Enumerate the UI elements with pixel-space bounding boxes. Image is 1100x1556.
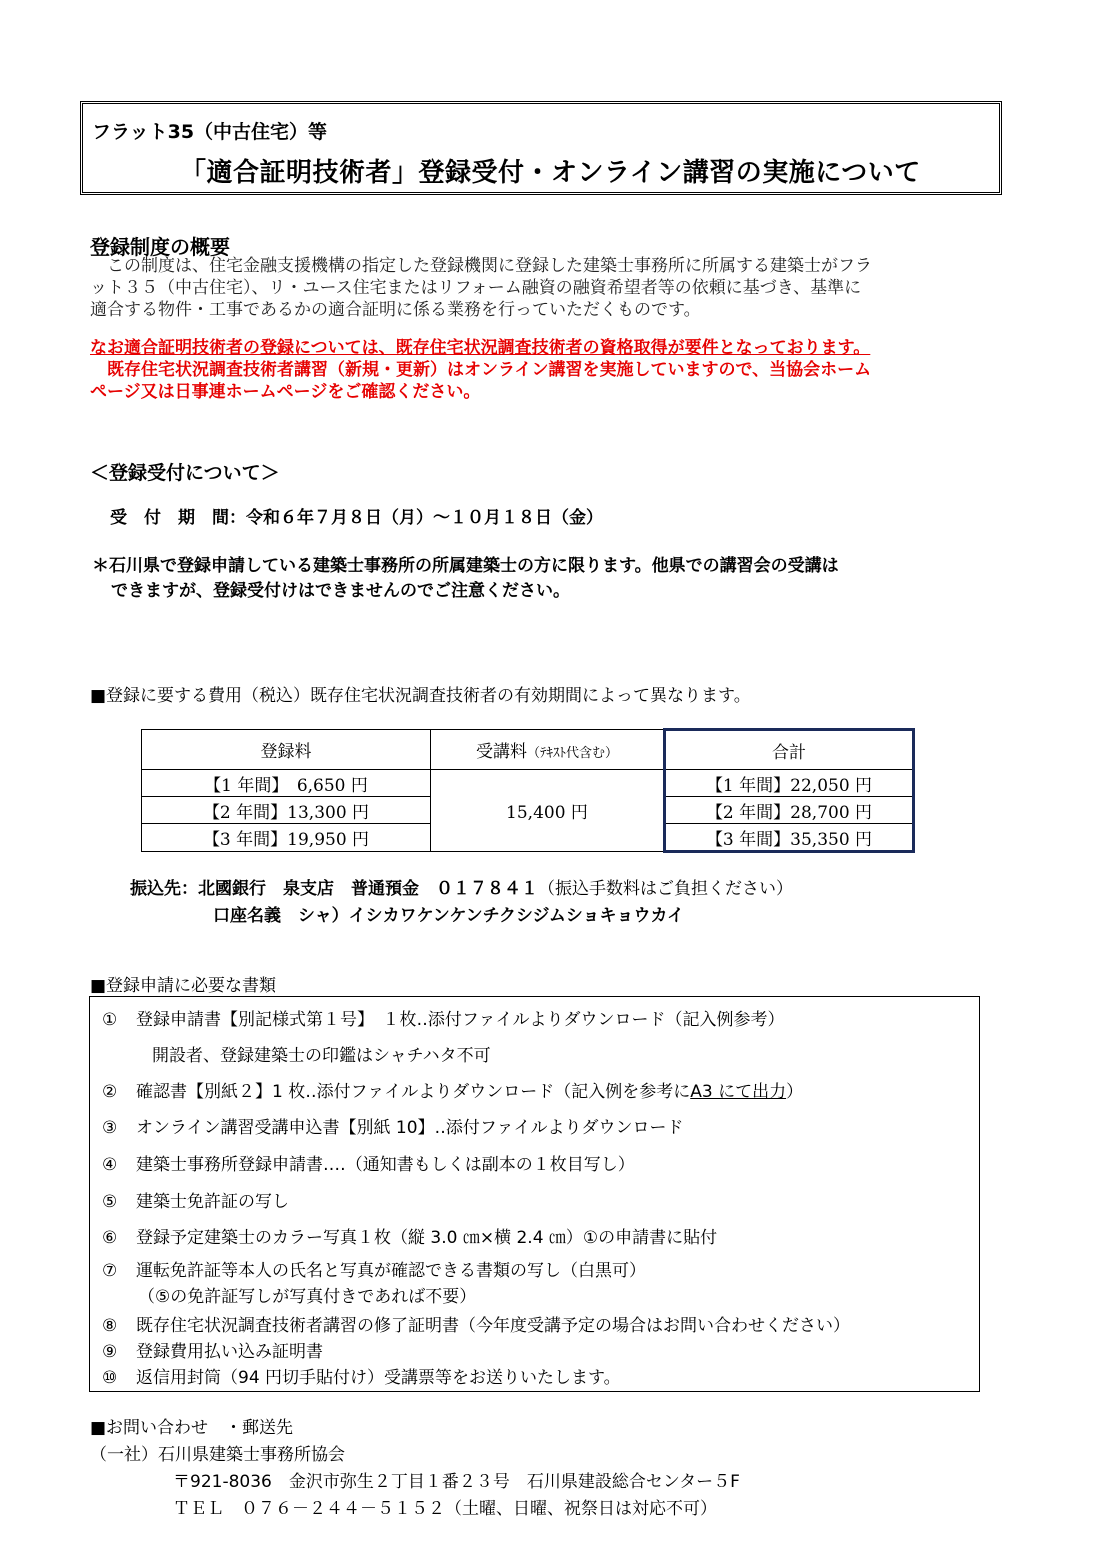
list-item bbox=[102, 1077, 803, 1102]
total-fee-3yr: 【3 年間】35,350 円 bbox=[665, 824, 914, 852]
item-text: 既存住宅状況調査技術者講習の修了証明書（今年度受講予定の場合はお問い合わせください） bbox=[136, 1316, 850, 1336]
overview-heading: 登録制度の概要 bbox=[90, 235, 230, 259]
fee-table bbox=[141, 728, 915, 853]
item-number: ⑤ bbox=[102, 1192, 118, 1212]
list-item bbox=[102, 1337, 323, 1362]
contact-tel: ＴＥＬ ０７６－２４４－５１５２（土曜、日曜、祝祭日は対応不可） bbox=[173, 1499, 717, 1519]
col-course-fee bbox=[431, 730, 665, 770]
list-item bbox=[102, 1150, 635, 1175]
item-number: ③ bbox=[102, 1118, 118, 1138]
item-underlined: A3 にて出力 bbox=[690, 1082, 787, 1102]
registration-fee-2yr: 【2 年間】13,300 円 bbox=[142, 797, 431, 824]
col-registration-fee: 登録料 bbox=[142, 730, 431, 770]
notice-requirement: なお適合証明技術者の登録については、既存住宅状況調査技術者の資格取得が要件となっております。 bbox=[90, 338, 871, 358]
col-course-fee-label: 受講料 bbox=[475, 742, 527, 762]
item-number: ⑦ bbox=[102, 1261, 118, 1281]
reception-period bbox=[110, 503, 603, 528]
reception-note-line1: ＊石川県で登録申請している建築士事務所の所属建築士の方に限ります。他県での講習会の受講は bbox=[92, 556, 839, 576]
course-fee-value: 15,400 円 bbox=[431, 770, 665, 852]
item-number: ⑩ bbox=[102, 1368, 118, 1388]
docs-box bbox=[89, 996, 980, 1392]
item-text: 登録費用払い込み証明書 bbox=[136, 1342, 323, 1362]
item-number: ④ bbox=[102, 1155, 118, 1175]
col-course-fee-note: （ﾃｷｽﾄ代含む） bbox=[526, 746, 618, 761]
total-fee-1yr: 【1 年間】22,050 円 bbox=[665, 770, 914, 797]
list-item bbox=[102, 1311, 850, 1336]
item-text: （⑤の免許証写しが写真付きであれば不要） bbox=[138, 1287, 477, 1307]
reception-note-line2: できますが、登録受付けはできませんのでご注意ください。 bbox=[111, 581, 570, 601]
contact-heading: ■お問い合わせ ・郵送先 bbox=[90, 1418, 294, 1438]
item-number: ⑨ bbox=[102, 1342, 118, 1362]
bank-transfer-line bbox=[130, 874, 793, 899]
item-text: 開設者、登録建築士の印鑑はシャチハタ不可 bbox=[152, 1046, 491, 1066]
item-text: 建築士免許証の写し bbox=[136, 1192, 289, 1212]
docs-heading: ■登録申請に必要な書類 bbox=[90, 976, 277, 996]
bank-fee-note: （振込手数料はご負担ください） bbox=[538, 879, 793, 899]
item-text: 登録予定建築士のカラー写真１枚（縦 3.0 ㎝×横 2.4 ㎝）①の申請書に貼付 bbox=[136, 1228, 718, 1248]
fee-table-header-row bbox=[142, 730, 914, 770]
registration-fee-1yr: 【1 年間】 6,650 円 bbox=[142, 770, 431, 797]
list-item bbox=[102, 1187, 289, 1212]
registration-fee-3yr: 【3 年間】19,950 円 bbox=[142, 824, 431, 852]
fees-heading: ■登録に要する費用（税込）既存住宅状況調査技術者の有効期間によって異なります。 bbox=[90, 686, 751, 706]
account-holder: 口座名義 シャ）イシカワケンケンチクシジムショキョウカイ bbox=[213, 906, 684, 926]
list-item bbox=[102, 1223, 717, 1248]
item-number: ① bbox=[102, 1010, 118, 1030]
item-text: 運転免許証等本人の氏名と写真が確認できる書類の写し（白黒可） bbox=[136, 1261, 646, 1281]
item-number: ② bbox=[102, 1082, 118, 1102]
item-text: 登録申請書【別記様式第１号】 １枚‥添付ファイルよりダウンロード（記入例参考） bbox=[136, 1010, 785, 1030]
item-text-after: ） bbox=[786, 1082, 804, 1102]
item-number: ⑥ bbox=[102, 1228, 118, 1248]
overview-line: この制度は、住宅金融支援機構の指定した登録機関に登録した建築士事務所に所属する建築士がフラ bbox=[90, 256, 872, 276]
bank-account: 振込先：北國銀行 泉支店 普通預金 ０１７８４１ bbox=[130, 879, 538, 899]
period-value: ：令和６年７月８日（月）～１０月１８日（金） bbox=[229, 508, 603, 528]
overview-text bbox=[90, 255, 1020, 321]
list-item bbox=[102, 1256, 646, 1281]
page-title: 「適合証明技術者」登録受付・オンライン講習の実施について bbox=[180, 158, 921, 188]
list-item bbox=[152, 1041, 491, 1066]
notice-homepage: ページ又は日事連ホームページをご確認ください。 bbox=[90, 382, 481, 402]
item-number: ⑧ bbox=[102, 1316, 118, 1336]
col-total: 合計 bbox=[665, 730, 914, 770]
item-text: 建築士事務所登録申請書‥‥（通知書もしくは副本の１枚目写し） bbox=[136, 1155, 635, 1175]
notice-online-course: 既存住宅状況調査技術者講習（新規・更新）はオンライン講習を実施していますので、当協会ホーム bbox=[90, 360, 872, 380]
list-item bbox=[102, 1005, 785, 1030]
table-row bbox=[142, 770, 914, 797]
list-item bbox=[138, 1282, 476, 1307]
header-pre-title: フラット35（中古住宅）等 bbox=[92, 121, 328, 143]
list-item bbox=[102, 1113, 684, 1138]
contact-address: 〒921-8036 金沢市弥生２丁目１番２３号 石川県建設総合センター５F bbox=[173, 1472, 740, 1492]
list-item bbox=[102, 1363, 621, 1388]
item-text: 返信用封筒（94 円切手貼付け）受講票等をお送りいたします。 bbox=[136, 1368, 621, 1388]
overview-line: ット３５（中古住宅）、リ・ユース住宅またはリフォーム融資の融資希望者等の依頼に基づき、基準に bbox=[90, 278, 862, 298]
reception-heading: ＜登録受付について＞ bbox=[90, 462, 280, 484]
period-label: 受 付 期 間 bbox=[110, 508, 229, 528]
contact-org: （一社）石川県建築士事務所協会 bbox=[90, 1445, 345, 1465]
item-text: オンライン講習受講申込書【別紙 10】‥添付ファイルよりダウンロード bbox=[136, 1118, 684, 1138]
item-text: 確認書【別紙２】1 枚‥添付ファイルよりダウンロード（記入例を参考に bbox=[136, 1082, 691, 1102]
overview-line: 適合する物件・工事であるかの適合証明に係る業務を行っていただくものです。 bbox=[90, 300, 701, 320]
total-fee-2yr: 【2 年間】28,700 円 bbox=[665, 797, 914, 824]
